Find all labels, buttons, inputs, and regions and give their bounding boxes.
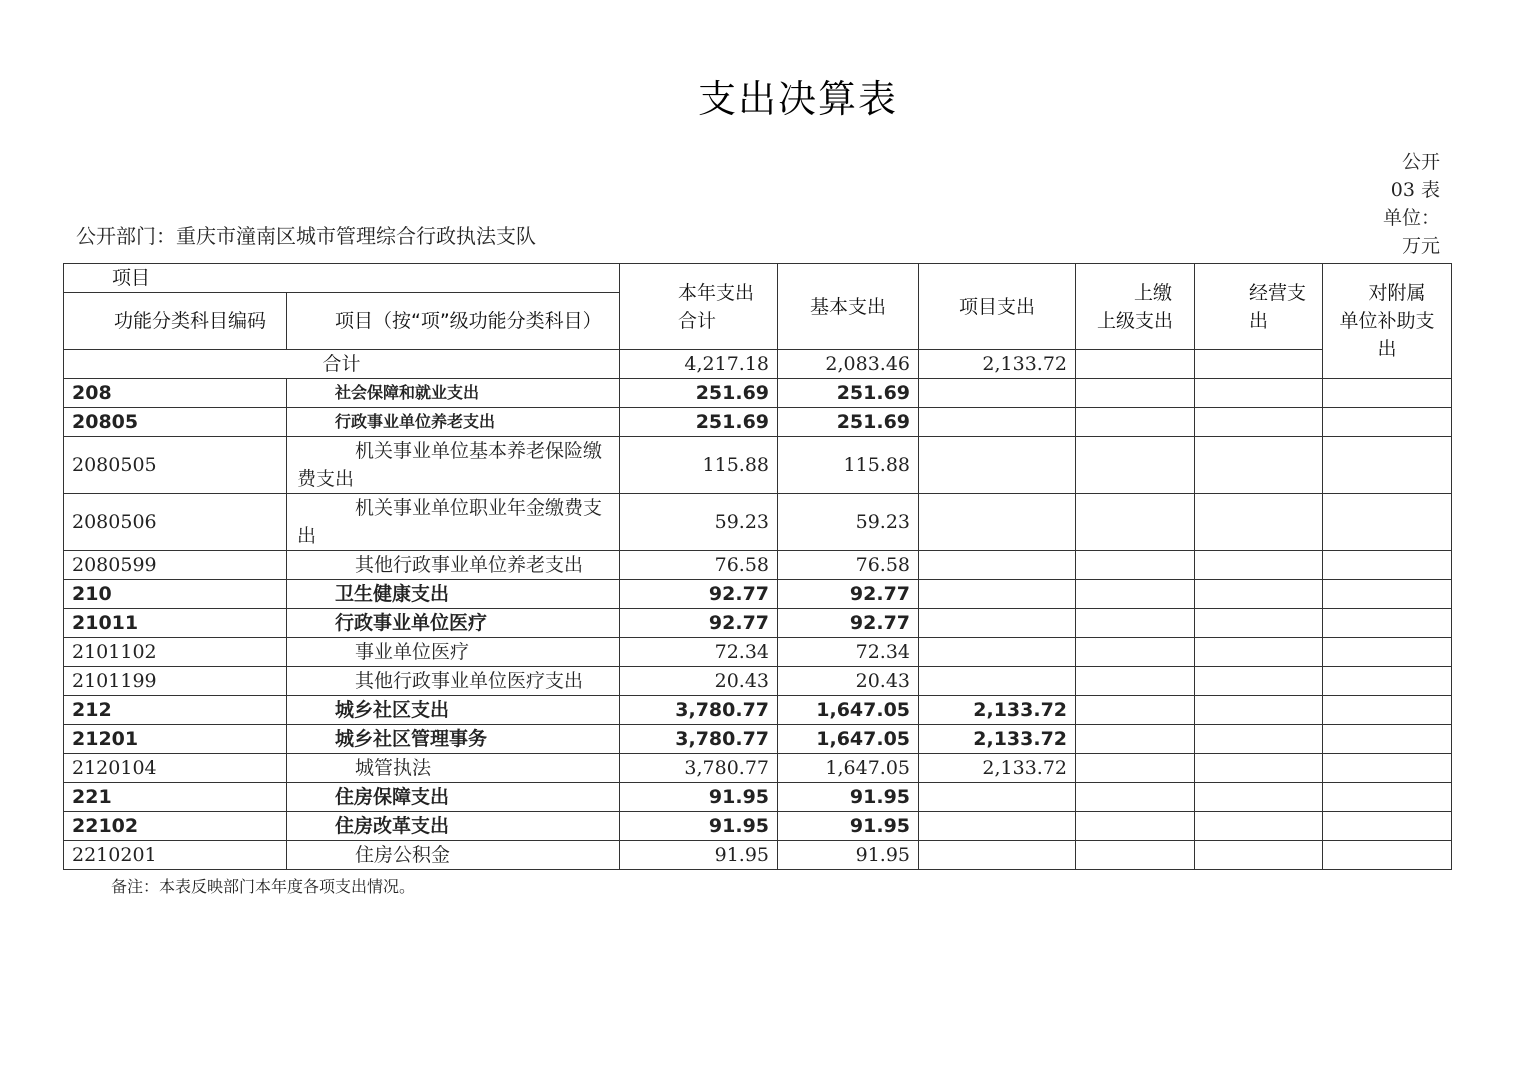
row-project (919, 609, 1076, 638)
row-project: 2,133.72 (919, 754, 1076, 783)
row-project (919, 437, 1076, 494)
row-total: 92.77 (620, 609, 778, 638)
table-row (64, 812, 1452, 841)
expenditure-table (63, 263, 1452, 870)
row-code: 210 (64, 580, 287, 609)
row-total: 3,780.77 (620, 696, 778, 725)
row-name: 住房公积金 (287, 841, 620, 870)
row-name: 住房保障支出 (287, 783, 620, 812)
row-basic: 251.69 (778, 379, 919, 408)
row-code: 2210201 (64, 841, 287, 870)
header-project: 项目支出 (919, 264, 1076, 350)
row-name: 城乡社区支出 (287, 696, 620, 725)
row-basic: 91.95 (778, 812, 919, 841)
summary-upper (1076, 350, 1195, 379)
row-project (919, 667, 1076, 696)
table-row (64, 580, 1452, 609)
page-title: 支出决算表 (697, 77, 898, 121)
row-basic: 91.95 (778, 783, 919, 812)
row-total: 91.95 (620, 841, 778, 870)
header-name: 项目（按“项”级功能分类科目） (287, 293, 620, 350)
table-row (64, 494, 1452, 551)
header-project-group: 项目 (64, 264, 620, 293)
summary-business (1195, 350, 1323, 379)
row-project (919, 812, 1076, 841)
row-total: 72.34 (620, 638, 778, 667)
row-basic: 1,647.05 (778, 754, 919, 783)
row-project (919, 783, 1076, 812)
table-row (64, 379, 1452, 408)
row-name: 城乡社区管理事务 (287, 725, 620, 754)
row-name: 卫生健康支出 (287, 580, 620, 609)
row-basic: 76.58 (778, 551, 919, 580)
row-name: 城管执法 (287, 754, 620, 783)
row-project: 2,133.72 (919, 696, 1076, 725)
row-basic: 115.88 (778, 437, 919, 494)
row-basic: 59.23 (778, 494, 919, 551)
table-row (64, 437, 1452, 494)
row-total: 3,780.77 (620, 754, 778, 783)
row-project (919, 841, 1076, 870)
row-code: 2080599 (64, 551, 287, 580)
row-project (919, 638, 1076, 667)
unit-value: 万元 (1401, 235, 1440, 257)
header-subsidy: 对附属 单位补助支 出 (1323, 264, 1452, 379)
header-upper: 上缴 上级支出 (1076, 264, 1195, 350)
row-code: 22102 (64, 812, 287, 841)
table-code-line: 公开 (1401, 151, 1440, 173)
unit-label: 单位： (1382, 207, 1440, 229)
table-row (64, 725, 1452, 754)
row-basic: 20.43 (778, 667, 919, 696)
summary-total: 4,217.18 (620, 350, 778, 379)
row-project (919, 379, 1076, 408)
row-basic: 1,647.05 (778, 696, 919, 725)
row-total: 3,780.77 (620, 725, 778, 754)
row-basic: 92.77 (778, 609, 919, 638)
row-code: 2101102 (64, 638, 287, 667)
row-code: 208 (64, 379, 287, 408)
table-row (64, 638, 1452, 667)
row-name: 其他行政事业单位养老支出 (287, 551, 620, 580)
row-basic: 72.34 (778, 638, 919, 667)
header-basic: 基本支出 (778, 264, 919, 350)
row-name: 机关事业单位基本养老保险缴费支出 (287, 437, 620, 494)
table-row (64, 754, 1452, 783)
row-project (919, 551, 1076, 580)
row-total: 251.69 (620, 408, 778, 437)
row-code: 21011 (64, 609, 287, 638)
header-total: 本年支出 合计 (620, 264, 778, 350)
row-total: 91.95 (620, 783, 778, 812)
row-code: 221 (64, 783, 287, 812)
row-total: 92.77 (620, 580, 778, 609)
row-code: 2080506 (64, 494, 287, 551)
row-project (919, 408, 1076, 437)
header-business: 经营支 出 (1195, 264, 1323, 350)
row-total: 59.23 (620, 494, 778, 551)
row-total: 91.95 (620, 812, 778, 841)
table-row (64, 408, 1452, 437)
footnote: 备注：本表反映部门本年度各项支出情况。 (111, 877, 416, 896)
table-row (64, 667, 1452, 696)
department-label: 公开部门：重庆市潼南区城市管理综合行政执法支队 (76, 224, 536, 248)
row-name: 其他行政事业单位医疗支出 (287, 667, 620, 696)
table-row (64, 551, 1452, 580)
row-name: 行政事业单位医疗 (287, 609, 620, 638)
summary-basic: 2,083.46 (778, 350, 919, 379)
row-basic: 1,647.05 (778, 725, 919, 754)
row-name: 行政事业单位养老支出 (287, 408, 620, 437)
row-name: 住房改革支出 (287, 812, 620, 841)
row-total: 251.69 (620, 379, 778, 408)
table-row (64, 696, 1452, 725)
row-code: 2101199 (64, 667, 287, 696)
row-code: 2080505 (64, 437, 287, 494)
row-project: 2,133.72 (919, 725, 1076, 754)
row-code: 212 (64, 696, 287, 725)
table-code-line: 03 表 (1390, 179, 1440, 201)
summary-project: 2,133.72 (919, 350, 1076, 379)
row-total: 115.88 (620, 437, 778, 494)
row-code: 20805 (64, 408, 287, 437)
row-basic: 91.95 (778, 841, 919, 870)
table-row (64, 609, 1452, 638)
row-code: 21201 (64, 725, 287, 754)
table-row (64, 841, 1452, 870)
row-basic: 251.69 (778, 408, 919, 437)
table-row (64, 783, 1452, 812)
row-project (919, 580, 1076, 609)
row-project (919, 494, 1076, 551)
row-name: 事业单位医疗 (287, 638, 620, 667)
row-total: 20.43 (620, 667, 778, 696)
row-basic: 92.77 (778, 580, 919, 609)
row-code: 2120104 (64, 754, 287, 783)
row-total: 76.58 (620, 551, 778, 580)
header-code: 功能分类科目编码 (64, 293, 287, 350)
row-name: 机关事业单位职业年金缴费支出 (287, 494, 620, 551)
table-code (1360, 148, 1440, 260)
summary-label: 合计 (64, 350, 620, 379)
row-name: 社会保障和就业支出 (287, 379, 620, 408)
